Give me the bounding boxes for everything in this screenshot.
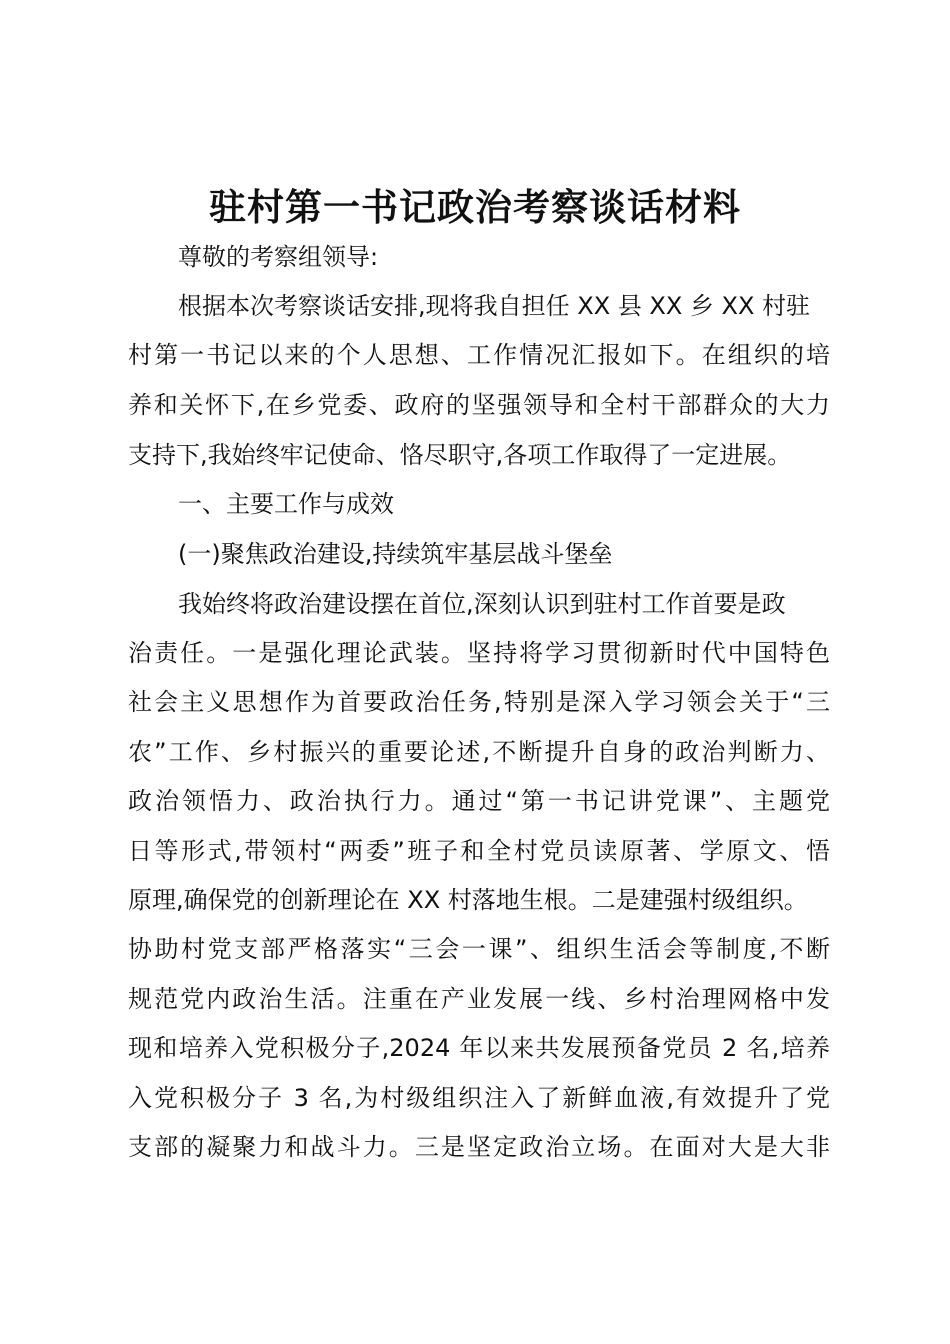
paragraph-line: 政治领悟力、政治执行力。通过“第一书记讲党课”、主题党 <box>128 787 830 815</box>
section-heading: 一、主要工作与成效 <box>178 490 394 518</box>
paragraph-line: 规范党内政治生活。注重在产业发展一线、乡村治理网格中发 <box>128 985 830 1013</box>
paragraph-line: 协助村党支部严格落实“三会一课”、组织生活会等制度,不断 <box>128 935 830 963</box>
paragraph-line: 根据本次考察谈话安排,现将我自担任 XX 县 XX 乡 XX 村驻 <box>178 292 811 320</box>
paragraph-line: 养和关怀下,在乡党委、政府的坚强领导和全村干部群众的大力 <box>128 391 830 419</box>
salutation: 尊敬的考察组领导: <box>178 243 379 271</box>
paragraph-line: 村第一书记以来的个人思想、工作情况汇报如下。在组织的培 <box>128 341 830 369</box>
paragraph-line: 农”工作、乡村振兴的重要论述,不断提升自身的政治判断力、 <box>128 738 830 766</box>
subsection-heading: (一)聚焦政治建设,持续筑牢基层战斗堡垒 <box>178 540 613 568</box>
paragraph-line: 入党积极分子 3 名,为村级组织注入了新鲜血液,有效提升了党 <box>128 1084 830 1112</box>
paragraph-line: 支部的凝聚力和战斗力。三是坚定政治立场。在面对大是大非 <box>128 1133 830 1161</box>
document-title: 驻村第一书记政治考察谈话材料 <box>209 185 741 229</box>
paragraph-line: 我始终将政治建设摆在首位,深刻认识到驻村工作首要是政 <box>178 590 786 618</box>
paragraph-line: 日等形式,带领村“两委”班子和全村党员读原著、学原文、悟 <box>128 837 830 865</box>
paragraph-line: 治责任。一是强化理论武装。坚持将学习贯彻新时代中国特色 <box>128 639 830 667</box>
paragraph-line: 原理,确保党的创新理论在 XX 村落地生根。二是建强村级组织。 <box>128 886 808 914</box>
paragraph-line: 支持下,我始终牢记使命、恪尽职守,各项工作取得了一定进展。 <box>128 441 792 469</box>
paragraph-line: 现和培养入党积极分子,2024 年以来共发展预备党员 2 名,培养 <box>128 1034 830 1062</box>
paragraph-line: 社会主义思想作为首要政治任务,特别是深入学习领会关于“三 <box>128 688 830 716</box>
